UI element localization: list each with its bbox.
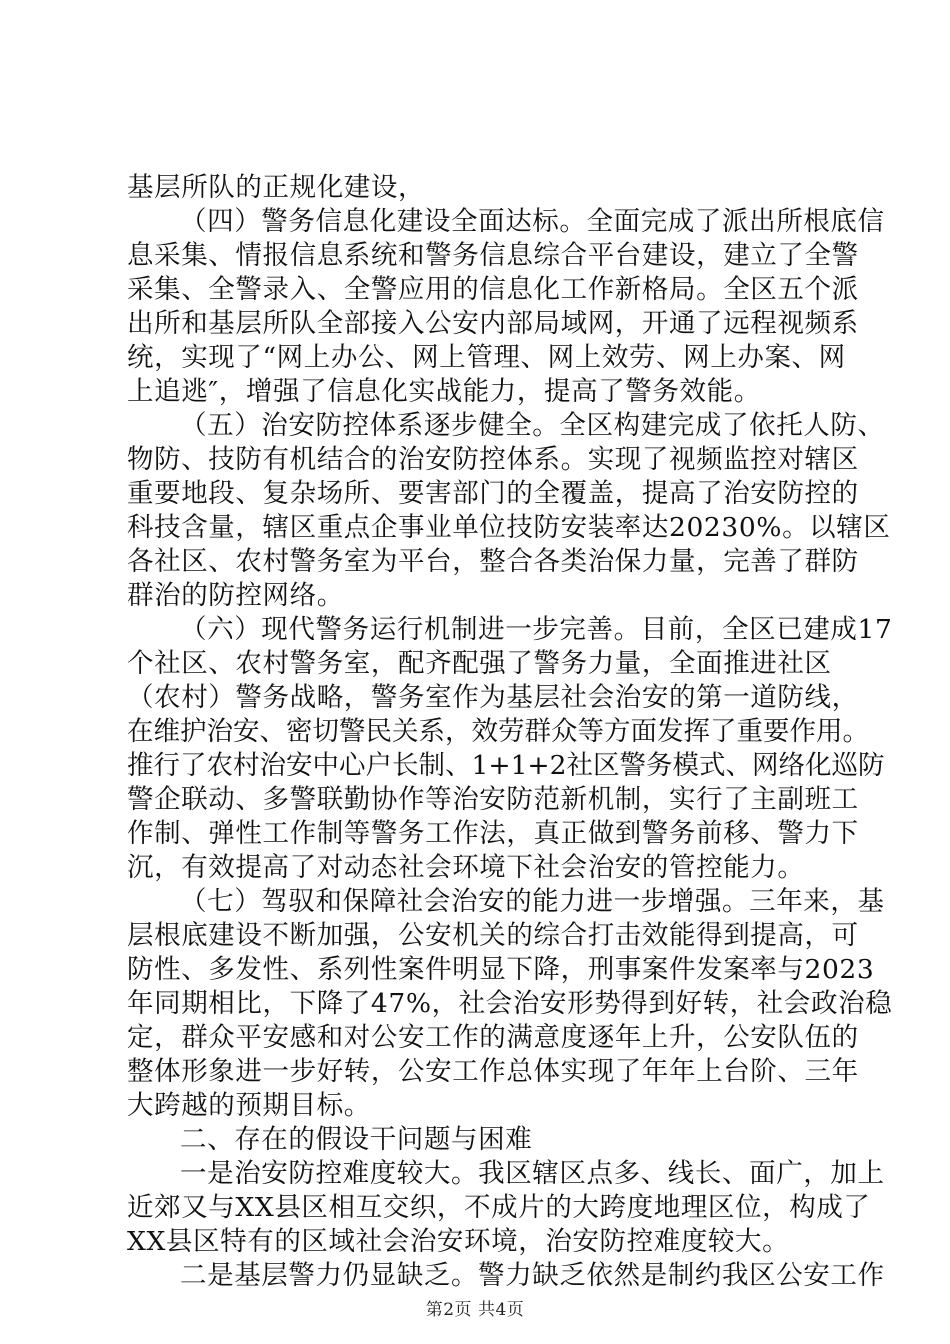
text-line: 个社区、农村警务室，配齐配强了警务力量，全面推进社区 xyxy=(127,648,832,679)
text-line: 出所和基层所队全部接入公安内部局域网，开通了远程视频系 xyxy=(127,308,859,339)
text-line: XX县区特有的区域社会治安环境，治安防控难度较大。 xyxy=(127,1226,790,1257)
text-line: 大跨越的预期目标。 xyxy=(127,1090,371,1121)
page-footer: 第2页 共4页 xyxy=(425,1300,525,1320)
text-line: 沉，有效提高了对动态社会环境下社会治安的管控能力。 xyxy=(127,852,805,883)
paragraph-6-start: （六）现代警务运行机制进一步完善。目前，全区已建成17 xyxy=(180,614,893,645)
text-line: 统，实现了“网上办公、网上管理、网上效劳、网上办案、网 xyxy=(127,342,846,373)
text-line: 近郊又与XX县区相互交织，不成片的大跨度地理区位，构成了 xyxy=(127,1192,871,1223)
text-line: 定，群众平安感和对公安工作的满意度逐年上升，公安队伍的 xyxy=(127,1022,859,1053)
text-line: 上追逃″，增强了信息化实战能力，提高了警务效能。 xyxy=(127,376,761,407)
issue-2-start: 二是基层警力仍显缺乏。警力缺乏依然是制约我区公安工作 xyxy=(180,1260,885,1291)
text-line: 防性、多发性、系列性案件明显下降，刑事案件发案率与2023 xyxy=(127,954,875,985)
section-heading: 二、存在的假设干问题与困难 xyxy=(180,1124,533,1155)
text-line: 群治的防控网络。 xyxy=(127,580,344,611)
text-line: 年同期相比，下降了47%，社会治安形势得到好转，社会政治稳 xyxy=(127,988,893,1019)
text-line: 科技含量，辖区重点企事业单位技防安装率达20230%。以辖区 xyxy=(127,512,891,543)
issue-1-start: 一是治安防控难度较大。我区辖区点多、线长、面广，加上 xyxy=(180,1158,885,1189)
text-line: 息采集、情报信息系统和警务信息综合平台建设，建立了全警 xyxy=(127,240,859,271)
paragraph-4-start: （四）警务信息化建设全面达标。全面完成了派出所根底信 xyxy=(180,206,885,237)
text-line: 推行了农村治安中心户长制、1+1+2社区警务模式、网络化巡防 xyxy=(127,750,885,781)
text-line: 作制、弹性工作制等警务工作法，真正做到警务前移、警力下 xyxy=(127,818,859,849)
text-line: 层根底建设不断加强，公安机关的综合打击效能得到提高，可 xyxy=(127,920,859,951)
paragraph-5-start: （五）治安防控体系逐步健全。全区构建完成了依托人防、 xyxy=(180,410,885,441)
paragraph-7-start: （七）驾驭和保障社会治安的能力进一步增强。三年来，基 xyxy=(180,886,885,917)
text-line: 基层所队的正规化建设， xyxy=(127,172,426,203)
text-line: （农村）警务战略，警务室作为基层社会治安的第一道防线， xyxy=(127,682,859,713)
text-line: 在维护治安、密切警民关系，效劳群众等方面发挥了重要作用。 xyxy=(127,716,869,747)
text-line: 整体形象进一步好转，公安工作总体实现了年年上台阶、三年 xyxy=(127,1056,859,1087)
text-line: 物防、技防有机结合的治安防控体系。实现了视频监控对辖区 xyxy=(127,444,859,475)
text-line: 重要地段、复杂场所、要害部门的全覆盖，提高了治安防控的 xyxy=(127,478,859,509)
text-line: 采集、全警录入、全警应用的信息化工作新格局。全区五个派 xyxy=(127,274,859,305)
text-line: 警企联动、多警联勤协作等治安防范新机制，实行了主副班工 xyxy=(127,784,859,815)
text-line: 各社区、农村警务室为平台，整合各类治保力量，完善了群防 xyxy=(127,546,859,577)
